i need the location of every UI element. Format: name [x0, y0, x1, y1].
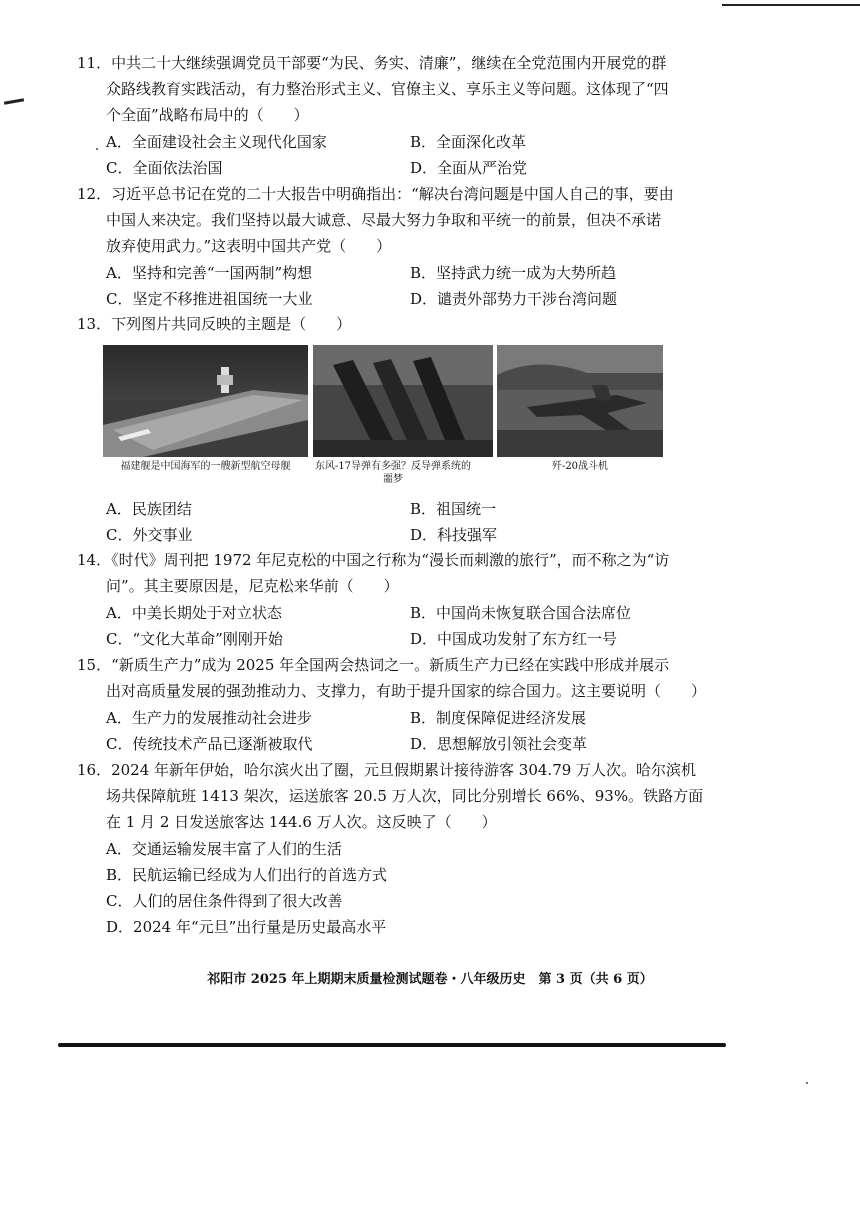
option-a[interactable]: A．交通运输发展丰富了人们的生活: [106, 840, 342, 858]
option-a[interactable]: A．坚持和完善“一国两制”构想: [106, 264, 313, 282]
option-b[interactable]: B．全面深化改革: [410, 133, 527, 151]
question-stem-line: 11．中共二十大继续强调党员干部要“为民、务实、清廉”，继续在全党范围内开展党的群: [77, 54, 667, 72]
question-stem-line: 14．《时代》周刊把 1972 年尼克松的中国之行称为“漫长而刺激的旅行”，而不称之为“访: [77, 551, 670, 569]
question-stem-line: 13．下列图片共同反映的主题是（ ）: [77, 315, 352, 333]
question-stem-line: 众路线教育实践活动，有力整治形式主义、官僚主义、享乐主义等问题。这体现了“四: [106, 80, 669, 98]
fighter-jet-photo: [497, 345, 663, 457]
scan-margin-mark: [4, 98, 24, 104]
scan-speck: [96, 148, 98, 150]
option-d[interactable]: D．科技强军: [410, 526, 498, 544]
option-d[interactable]: D．全面从严治党: [410, 159, 528, 177]
photo-caption: 歼-20战斗机: [551, 461, 609, 472]
option-c[interactable]: C．“文化大革命”刚刚开始: [106, 630, 283, 648]
option-a[interactable]: A．中美长期处于对立状态: [106, 604, 282, 622]
missile-launcher-photo: [313, 345, 493, 457]
question-stem-line: 12．习近平总书记在党的二十大报告中明确指出：“解决台湾问题是中国人自己的事，要由: [77, 185, 674, 203]
option-b[interactable]: B．民航运输已经成为人们出行的首选方式: [106, 866, 388, 884]
option-c[interactable]: C．坚定不移推进祖国统一大业: [106, 290, 313, 308]
scan-edge-line: [722, 4, 860, 6]
option-b[interactable]: B．坚持武力统一成为大势所趋: [410, 264, 617, 282]
question-stem-line: 15．“新质生产力”成为 2025 年全国两会热词之一。新质生产力已经在实践中形成并展示: [77, 656, 670, 674]
option-d[interactable]: D．2024 年“元旦”出行量是历史最高水平: [106, 918, 387, 936]
option-b[interactable]: B．制度保障促进经济发展: [410, 709, 587, 727]
option-c[interactable]: C．传统技术产品已逐渐被取代: [106, 735, 313, 753]
question-stem-line: 中国人来决定。我们坚持以最大诚意、尽最大努力争取和平统一的前景，但决不承诺: [106, 211, 662, 229]
question-stem-line: 16．2024 年新年伊始，哈尔滨火出了圈，元旦假期累计接待游客 304.79 万人次。哈尔滨机: [77, 761, 697, 779]
question-stem-line: 场共保障航班 1413 架次，运送旅客 20.5 万人次，同比分别增长 66%、93%。铁路方面: [106, 787, 704, 805]
option-c[interactable]: C．外交事业: [106, 526, 193, 544]
option-a[interactable]: A．全面建设社会主义现代化国家: [106, 133, 327, 151]
page-footer: 祁阳市 2025 年上期期末质量检测试题卷・八年级历史 第 3 页（共 6 页）: [207, 972, 653, 987]
option-b[interactable]: B．中国尚未恢复联合国合法席位: [410, 604, 632, 622]
option-a[interactable]: A．生产力的发展推动社会进步: [106, 709, 312, 727]
question-stem-line: 放弃使用武力。”这表明中国共产党（ ）: [106, 237, 392, 255]
photo-caption: 福建舰是中国海军的一艘新型航空母舰: [120, 461, 291, 472]
option-c[interactable]: C．人们的居住条件得到了很大改善: [106, 892, 343, 910]
question-stem-line: 问”。其主要原因是，尼克松来华前（ ）: [106, 577, 399, 595]
question-stem-line: 在 1 月 2 日发送旅客达 144.6 万人次。这反映了（ ）: [106, 813, 497, 831]
photo-caption: 东风-17导弹有多强？反导弹系统的噩梦: [314, 461, 472, 485]
option-d[interactable]: D．思想解放引领社会变革: [410, 735, 588, 753]
option-b[interactable]: B．祖国统一: [410, 500, 497, 518]
aircraft-carrier-photo: [103, 345, 308, 457]
option-d[interactable]: D．中国成功发射了东方红一号: [410, 630, 618, 648]
scan-bottom-line: [58, 1043, 726, 1047]
option-a[interactable]: A．民族团结: [106, 500, 192, 518]
option-c[interactable]: C．全面依法治国: [106, 159, 223, 177]
option-d[interactable]: D．谴责外部势力干涉台湾问题: [410, 290, 618, 308]
question-stem-line: 出对高质量发展的强劲推动力、支撑力，有助于提升国家的综合国力。这主要说明（ ）: [106, 682, 707, 700]
scan-speck: [806, 1082, 808, 1084]
question-stem-line: 个全面”战略布局中的（ ）: [106, 106, 309, 124]
